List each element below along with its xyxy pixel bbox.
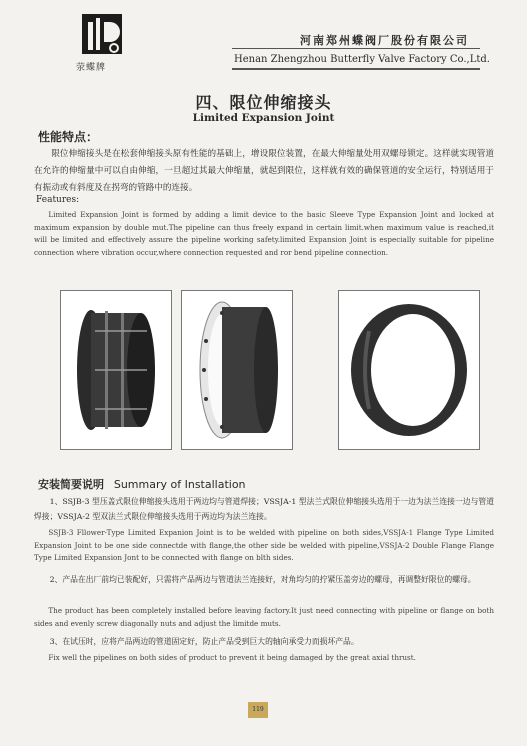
expansion-joint-ring-image (339, 291, 479, 449)
installation-p1-en: SSJB-3 Fllower-Type Limited Expanion Joint is to be welded with pipeline on both sides,VSSJA-1 Flange Type Limited Expansion Joint to be one side connectde with flange,the other side be welded with pipeline,VSSJA-2 Double Flange Flange Type Limited Expansion Jont to be connected with flange on blth sides. (34, 528, 494, 562)
page-number: 119 (248, 702, 268, 718)
installation-p3-cn: 3、在试压时，应将产品两边的管道固定好，防止产品受到巨大的轴向承受力而损坏产品。 (49, 637, 359, 646)
features-heading-en: Features: (36, 195, 80, 205)
features-text-cn: 限位伸缩接头是在松套伸缩接头原有性能的基础上，增设限位装置，在最大伸缩量处用双螺母锁定。这样就实现管道在允许的伸缩量中可以自由伸缩，一旦超过其最大伸缩量，就起到限位，这样就有效的确保管道的安全运行，特别适用于有振动或有斜度及在拐弯的管路中的连接。 (34, 149, 494, 193)
expansion-joint-side-view-image (61, 291, 171, 449)
installation-p2-en: The product has been completely installed before leaving factory.It just need connecting with pipeline or flange on both sides and evenly screw diagonally nuts and adjust the limitde muts. (34, 606, 494, 628)
header-divider-top (232, 48, 480, 49)
header-divider-bottom (232, 68, 480, 70)
product-photo-1 (60, 290, 172, 450)
product-photo-3 (338, 290, 480, 450)
installation-p1-cn: 1、SSJB-3 型压盖式限位伸缩接头选用于两边均与管道焊接；VSSJA-1 型法兰式限位伸缩接头选用于一边为法兰连接一边与管道焊接；VSSJA-2 型双法兰式限位伸缩接头选用于两边均为法兰连接。 (34, 497, 494, 521)
installation-p2-cn: 2、产品在出厂前均已装配好，只需将产品两边与管道法兰连接好，对角均匀的拧紧压盖旁边的螺母，再调整好限位的螺母。 (49, 575, 476, 584)
expansion-joint-flange-view-image (182, 291, 292, 449)
installation-heading-en: Summary of Installation (113, 478, 246, 491)
features-heading-cn: 性能特点： (38, 130, 99, 144)
company-name-en: Henan Zhengzhou Butterfly Valve Factory Co.,Ltd. (234, 54, 490, 65)
page-title-en: Limited Expansion Joint (192, 112, 335, 124)
installation-heading (38, 476, 246, 492)
installation-p3-en: Fix well the pipelines on both sides of product to prevent it being damaged by the great axial thrust. (48, 653, 416, 662)
company-logo (80, 12, 124, 56)
page-title-cn: 四、限位伸缩接头 (195, 93, 332, 112)
installation-heading-cn: 安装简要说明 (38, 478, 104, 491)
company-name-cn: 河南郑州蝶阀厂股份有限公司 (300, 34, 469, 47)
brand-name: 荥蝶牌 (76, 63, 107, 73)
features-text-en: Limited Expansion Joint is formed by adding a limit device to the basic Sleeve Type Expansion Joint and locked at maximum expansion by double mut.The pipeline can thus freely expand in certain limit.when maximum value is reached,it will be limited and effectively assure the pipeline working safety.limited Expansion Joint is especially suitable for pipeline connection where vibration occur,where connection requested and ror bend pipeline connection. (34, 210, 494, 257)
product-photo-2 (181, 290, 293, 450)
